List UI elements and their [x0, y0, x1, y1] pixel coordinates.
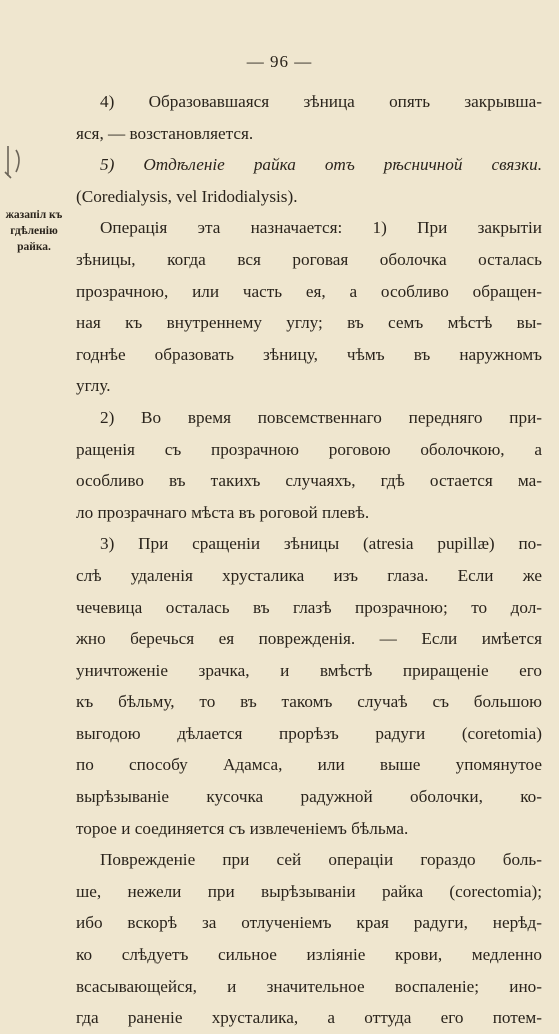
- text-line: вырѣзываніе кусочка радужной оболочки, ко-: [76, 787, 542, 807]
- section-heading: 5) Отдѣленіе райка отъ рѣсничной связки.: [100, 155, 542, 175]
- text-line: ко слѣдуетъ сильное изліяніе крови, медленно: [76, 945, 542, 965]
- text-line: ибо вскорѣ за отлученіемъ края радуги, нерѣд-: [76, 913, 542, 933]
- text-line: ло прозрачнаго мѣста въ роговой плевѣ.: [76, 502, 370, 522]
- text-line: всасывающейся, и значительное воспаленіе; ино-: [76, 976, 542, 996]
- text-line: ная къ внутреннему углу; въ семъ мѣстѣ вы-: [76, 313, 542, 333]
- margin-note-line: райка.: [17, 241, 51, 253]
- margin-note-line: жазапіл къ: [5, 209, 63, 221]
- text-line: особливо въ такихъ случаяхъ, гдѣ остается ма-: [76, 471, 542, 491]
- text-line: годнѣе образовать зѣницу, чѣмъ въ наружномъ: [76, 344, 542, 364]
- text-line: зѣницы, когда вся роговая оболочка осталась: [76, 249, 542, 269]
- text-line: жно беречься ея поврежденія. — Если имѣется: [76, 629, 542, 649]
- text-line: чечевица осталась въ глазѣ прозрачною; то дол-: [76, 597, 542, 617]
- text-line: торое и соединяется съ извлеченіемъ бѣльма.: [76, 818, 409, 838]
- text-line: по способу Адамса, или выше упомянутое: [76, 755, 542, 775]
- text-line: яся, — возстановляется.: [76, 123, 254, 143]
- text-line: ше, нежели при вырѣзываніи райка (corectomia);: [76, 881, 542, 901]
- text-line: (Coredialysis, vel Iridodialysis).: [76, 186, 298, 206]
- text-line: прозрачною, или часть ея, а особливо обращен-: [76, 281, 542, 301]
- text-line: гда раненіе хрусталика, а оттуда его потем-: [76, 1008, 542, 1028]
- margin-pencil-mark: [2, 142, 24, 182]
- text-line: уничтоженіе зрачка, и вмѣстѣ приращеніе его: [76, 660, 542, 680]
- margin-note: [0, 207, 68, 255]
- text-line: къ бѣльму, то въ такомъ случаѣ съ большою: [76, 692, 542, 712]
- text-line: ращенія съ прозрачною роговою оболочкою, а: [76, 439, 542, 459]
- text-line: Операція эта назначается: 1) При закрытіи: [100, 218, 542, 238]
- body-text: [76, 86, 542, 1034]
- text-line: слѣ удаленія хрусталика изъ глаза. Если же: [76, 565, 542, 585]
- margin-note-line: гдѣленію: [10, 225, 58, 237]
- text-line: Поврежденіе при сей операціи гораздо боль-: [100, 850, 542, 870]
- text-line: углу.: [76, 376, 111, 396]
- text-line: 3) При сращеніи зѣницы (atresia pupillæ) по-: [100, 534, 542, 554]
- text-line: выгодою дѣлается прорѣзъ радуги (coretomia): [76, 723, 542, 743]
- text-line: 2) Во время повсемственнаго передняго при-: [100, 407, 542, 427]
- page-number: — 96 —: [246, 52, 313, 71]
- text-line: 4) Образовавшаяся зѣница опять закрывша-: [100, 92, 542, 111]
